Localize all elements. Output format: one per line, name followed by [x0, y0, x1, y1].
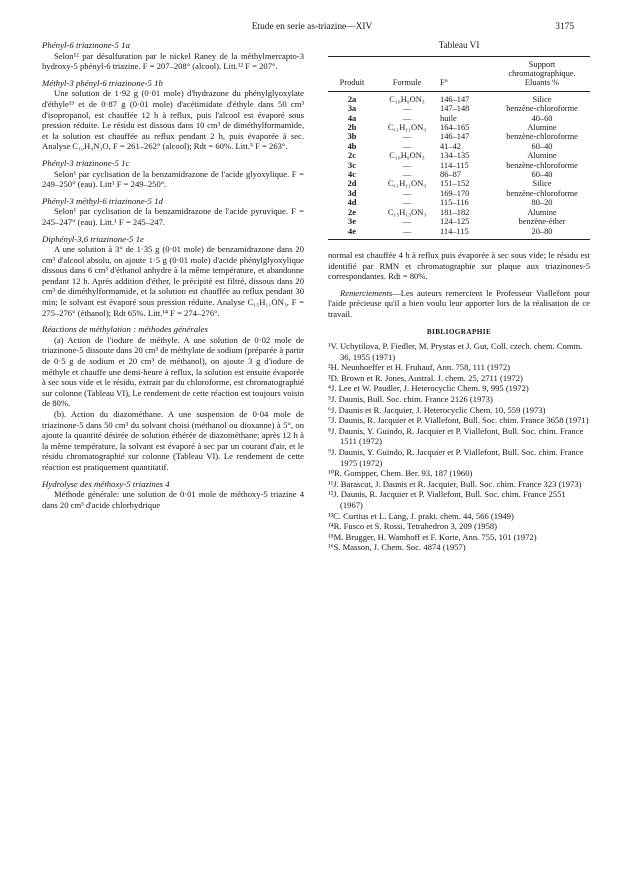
section-title: Réactions de méthylation : méthodes générales	[42, 324, 208, 335]
section-title: Phényl-3 méthyl-6 triazinone-5 1d	[42, 195, 163, 206]
reference-item: ⁵J. Daunis, Bull. Soc. chim. France 2126 (1973)	[328, 394, 493, 405]
cell-produit: 2c	[348, 151, 356, 161]
cell-formule: C₁₀H₉ON₃	[389, 151, 425, 161]
cell-formule: C₁₀H₉ON₃	[389, 94, 425, 104]
reference-item: ¹³C. Curtius et L. Lang, J. prakt. chem. 44, 566 (1949)	[328, 510, 514, 521]
cell-support: 20–80	[494, 227, 590, 240]
cell-support: benzène-chloroforme	[506, 160, 578, 170]
cell-f: 86–87	[440, 170, 461, 180]
cell-formule: —	[402, 160, 412, 170]
section-paragraph: A une solution à 3° de 1·35 g (0·01 mole) de benzamidrazone dans 20 cm³ d'alcool absolu, on ajoute 1·5 g (0·01 mole) d'acide phénylglyoxylique dissous dans 6 cm³ d'éthanol anhydre à la même température, et abandonne pendant 12 h. Après addition d'éther, le précipité est filtré, dissous dans 20 cm³ de diméthylformamide, et la solution est chauffée au reflux pendant 30 min; le solvant est évaporé sous pression réduite. Analyse C₁₅H₁₁ON₃, F = 275–276° (éthanol); Rdt 65%. Litt.¹⁴ F = 274–276°.	[42, 244, 304, 318]
section-title: Phényl-6 triazinone-5 1a	[42, 40, 130, 50]
table-row	[328, 104, 590, 113]
table-row	[328, 142, 590, 151]
cell-f: 134–135	[440, 151, 470, 161]
section-paragraph: (b). Action du diazométhane. A une suspension de 0·04 mole de triazinone-5 dans 50 cm³ du solvant choisi (méthanol ou dioxanne) à 5°, on ajoute la quantité désirée de solution éthérée de diazométhane; après 12 h à la même température, la solvant est évaporé à sec par un courant d'air, et le résidu chromatographié sur colonne (Tableau VI). Le rendement de cette réaction est pratiquement quantitatif.	[42, 409, 304, 472]
cell-f: 147–148	[440, 104, 470, 114]
cell-support: benzène-chloroforme	[506, 104, 578, 114]
cell-produit: 2b	[347, 123, 357, 133]
section-paragraph: Selon¹ par cyclisation de la benzamidrazone de l'acide pyruvique. F = 245–247° (eau). Litt.¹ F = 245–247.	[42, 206, 304, 227]
data-table	[328, 56, 590, 240]
cell-formule: —	[402, 141, 412, 151]
cell-support: benzène-éther	[518, 217, 566, 227]
reference-item: ¹⁴R. Fusco et S. Rossi, Tetrahedron 3, 209 (1958)	[328, 521, 498, 532]
cell-formule: C₁₅H₁₃ON₃	[387, 207, 427, 217]
table-row	[328, 132, 590, 141]
cell-support: benzène-chloroforme	[506, 132, 578, 142]
section-paragraph: Selon¹ par cyclisation de la benzamidrazone de l'acide glyoxylique. F = 249–250° (eau). Litt¹ F = 249–250°.	[42, 168, 304, 190]
cell-produit: 2e	[348, 207, 356, 217]
column-header-support: Support chromatographique. Eluants %	[494, 56, 590, 91]
table-title: Tableau VI	[438, 40, 480, 50]
reference-item: ⁹J. Daunis, Y. Guindo, R. Jacquier et P. Viallefont, Bull. Soc. chim. France 1975 (1972)	[328, 447, 584, 468]
reference-item: ⁴J. Lee et W. Paudler, J. Heterocyclic Chem. 9, 995 (1972)	[328, 383, 529, 394]
page-header	[0, 22, 624, 36]
cell-formule: —	[402, 198, 412, 208]
reference-item: ²H. Neunhoeffer et H. Fruhauf, Ann. 758, 111 (1972)	[328, 362, 510, 373]
cell-produit: 3a	[347, 104, 357, 114]
reference-item: ⁶J. Daunis et R. Jacquier, J. Heterocyclic Chem. 10, 559 (1973)	[328, 404, 546, 415]
reference-item: ¹V. Uchytilova, P. Fiedler, M. Prystas et J. Gut, Coll. czech. chem. Comm. 36, 1955 (1971)	[328, 341, 583, 362]
cell-formule: —	[402, 188, 412, 198]
table-row	[328, 208, 590, 217]
table-body	[328, 91, 590, 239]
cell-support: Silice	[532, 179, 552, 189]
cell-formule: —	[402, 132, 412, 142]
cell-f: 41–42	[440, 141, 461, 151]
cell-support: 80–20	[531, 198, 553, 208]
table-row	[328, 161, 590, 170]
table-row	[328, 227, 590, 240]
reference-item: ¹⁰R. Gompper, Chem. Ber. 93, 187 (1960)	[328, 468, 473, 479]
reference-item: ¹⁶S. Masson, J. Chem. Soc. 4874 (1957)	[328, 542, 466, 553]
table-row	[328, 114, 590, 123]
table-row	[328, 123, 590, 132]
right-column	[328, 40, 590, 553]
cell-formule: C₁₁H₁₁ON₃	[387, 123, 427, 133]
cell-support: Alumine	[527, 151, 557, 161]
column-header-produit: Produit	[328, 56, 376, 91]
cell-formule: C₁₁H₁₁ON₃	[387, 179, 427, 189]
section-paragraph: Une solution de 1·92 g (0·01 mole) d'hydrazone du phénylglyoxylate d'éthyle¹³ et de 0·87 g (0·01 mole) d'acétimidate d'éthyle dans 50 cm³ d'isopropanol, est chauffée 12 h à reflux, puis l'alcool est évaporé sous pression réduite. Le résidu est dissous dans 10 cm³ de diméthylformamide, et la solution est chauffée au reflux pendant 2 h, puis évaporée à sec. Analyse C₁₀H₉N₃O, F = 261–262° (alcool); Rdt = 60%. Litt.⁵ F = 263°.	[42, 88, 304, 152]
cell-f: 114–115	[438, 227, 494, 240]
cell-f: 169–170	[440, 188, 470, 198]
cell-support: benzène-chloroforme	[506, 188, 578, 198]
acknowledgements	[328, 288, 590, 320]
acknowledgements-label: Remerciements	[340, 287, 393, 298]
reference-item: ¹⁵M. Brugger, H. Wamhoff et F. Korte, Ann. 755, 101 (1972)	[328, 531, 537, 542]
left-column	[42, 40, 304, 510]
acknowledgements-text: —Les auteurs remercient le Professeur Viallefont pour l'aide précieuse qu'il a bien voulu leur apporter lors de la réalisation de ce travail.	[328, 287, 590, 319]
running-title: Etude en serie as-triazine—XIV	[251, 22, 373, 32]
section-paragraph: Selon¹² par désulfuration par le nickel Raney de la méthylmercapto-3 hydroxy-5 phényl-6 triazine. F = 207–208° (alcool). Litt.¹² F = 207°.	[42, 50, 304, 72]
table-row	[328, 198, 590, 207]
cell-f: 114–115	[440, 160, 469, 170]
cell-support: Silice	[532, 94, 552, 104]
table-row	[328, 179, 590, 188]
table-header-row	[328, 56, 590, 91]
cell-formule: —	[402, 104, 412, 114]
cell-produit: 3d	[347, 188, 357, 198]
column-header-f: F°	[438, 56, 494, 91]
reference-item: ¹²J. Daunis, R. Jacquier et P. Viallefont, Bull. Soc. chim. France 2551 (1967)	[328, 489, 566, 510]
cell-support: Alumine	[527, 123, 557, 133]
table-row	[328, 151, 590, 160]
cell-support: Alumine	[527, 207, 557, 217]
cell-f: 146–147	[440, 132, 470, 142]
section-title: Hydrolyse des méthoxy-5 triazines 4	[42, 478, 170, 489]
table-row	[328, 91, 590, 104]
continuation-paragraph: normal est chauffée 4 h à reflux puis évaporée à sec sous vide; le résidu est identifié par RMN et chromatographie sur plaque aux triazinones-5 correspondantes. Rdt = 80%.	[328, 249, 590, 282]
cell-produit: 3c	[348, 160, 356, 170]
reference-list	[328, 341, 590, 553]
reference-item: ⁷J. Daunis, R. Jacquier et P. Viallefont, Bull. Soc. chim. France 3658 (1971)	[328, 415, 589, 426]
cell-support: 60–40	[531, 170, 553, 180]
table-row	[328, 217, 590, 226]
cell-f: 164–165	[440, 123, 470, 133]
cell-produit: 4d	[347, 198, 357, 208]
cell-produit: 4a	[347, 113, 357, 123]
cell-formule: —	[376, 227, 438, 240]
cell-produit: 2a	[347, 94, 357, 104]
cell-formule: —	[402, 170, 412, 180]
cell-f: 115–116	[440, 198, 469, 208]
cell-formule: —	[402, 113, 412, 123]
cell-produit: 4e	[328, 227, 376, 240]
reference-item: ¹¹J. Barascut, J. Daunis et R. Jacquier, Bull. Soc. chim. France 323 (1973)	[328, 478, 582, 489]
cell-f: 181–182	[440, 207, 470, 217]
cell-support: 40–60	[531, 113, 553, 123]
column-header-formule: Formule	[376, 56, 438, 91]
cell-produit: 4b	[347, 141, 357, 151]
cell-f: 151–152	[440, 179, 470, 189]
bibliography-title: BIBLIOGRAPHIE	[426, 328, 492, 337]
cell-support: 60–40	[531, 141, 553, 151]
page-number: 3175	[555, 22, 574, 32]
reference-item: ³D. Brown et R. Jones, Austral. J. chem. 25, 2711 (1972)	[328, 372, 523, 383]
cell-f: 124–125	[440, 217, 470, 227]
section-title: Diphényl-3,6 triazinone-5 1e	[42, 233, 144, 244]
cell-produit: 3b	[347, 132, 357, 142]
cell-formule: —	[402, 217, 412, 227]
section-title: Phényl-3 triazinone-5 1c	[42, 157, 130, 168]
section-paragraph: (a) Action de l'iodure de méthyle. A une solution de 0·02 mole de triazinone-5 dissoute dans 20 cm³ de méthylate de sodium (préparée à partir de 0·5 g de sodium et 20 cm³ de méthanol), on ajoute 3 g d'iodure de méthyle et chauffe une demi-heure à reflux, la solution est ensuite évaporée à sec sous vide et le résidu, extrait par du chloroforme, est chromatographié sur colonne (Tableau VI), Le rendement de cette réaction est toujours voisin de 80%.	[42, 334, 304, 409]
reference-item: ⁸J. Daunis, Y. Guindo, R. Jacquier et P. Viallefont, Bull. Soc. chim. France 1511 (1972)	[328, 425, 584, 447]
cell-produit: 4c	[348, 170, 356, 180]
section-title: Méthyl-3 phényl-6 triazinone-5 1b	[42, 77, 163, 88]
cell-produit: 2d	[347, 179, 357, 189]
table-row	[328, 189, 590, 198]
section-paragraph: Méthode générale: une solution de 0·01 mole de méthoxy-5 triazine 4 dans 20 cm³ d'acide chlorhydrique	[42, 489, 304, 510]
cell-f: 146–147	[440, 94, 470, 104]
cell-produit: 3e	[348, 217, 356, 227]
cell-f: huile	[440, 113, 457, 123]
table-row	[328, 170, 590, 179]
